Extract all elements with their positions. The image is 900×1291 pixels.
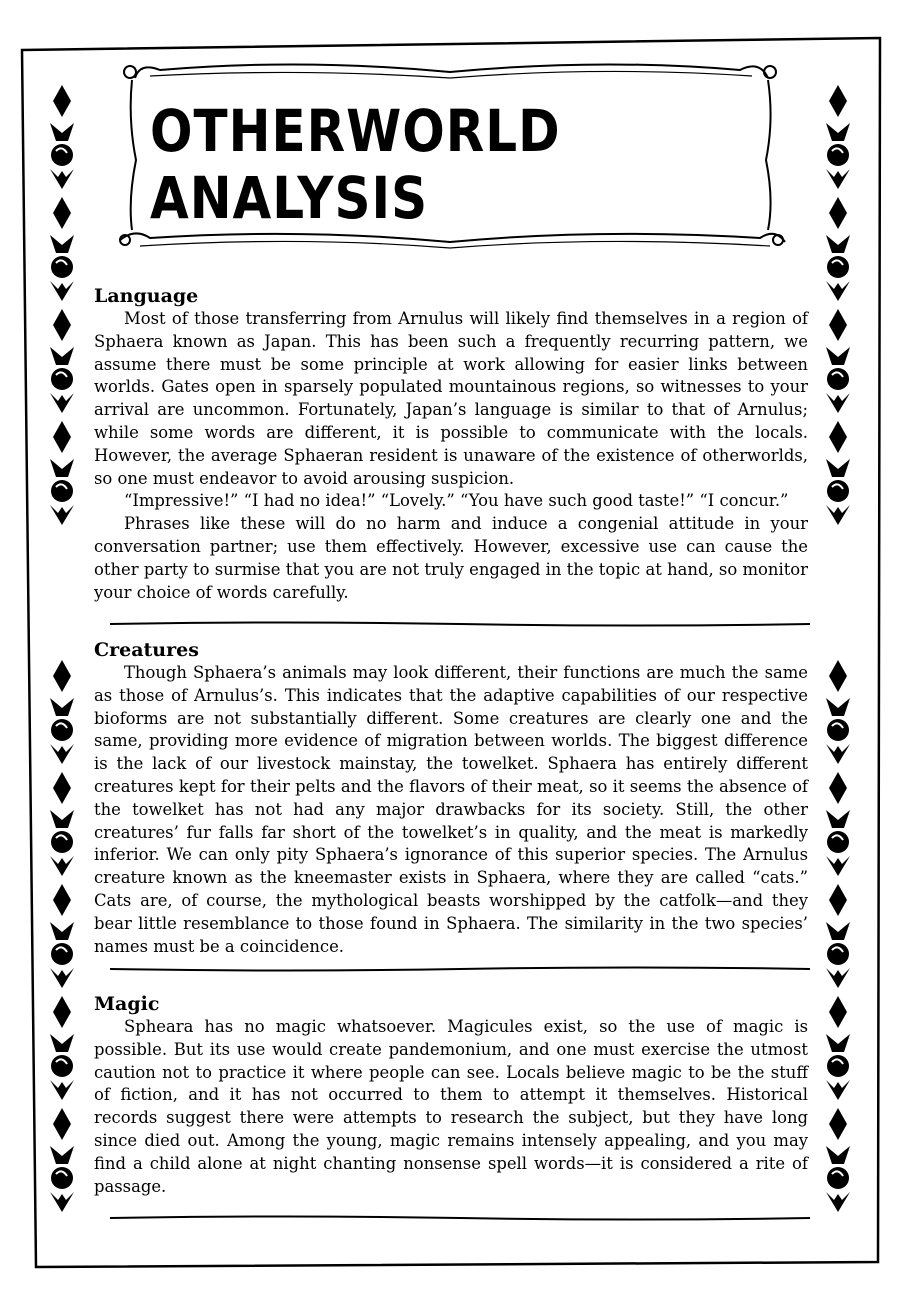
- ornament-motif: [827, 831, 849, 853]
- ornament-motif: [826, 235, 850, 253]
- ornament-motif: [826, 1146, 850, 1164]
- ornament-motif: [829, 309, 847, 341]
- page-title: OTHERWORLD ANALYSIS: [150, 98, 561, 232]
- ornament-motif: [53, 660, 71, 692]
- ornament-motif: [827, 256, 849, 278]
- ornament-motif: [829, 197, 847, 229]
- section-divider: [110, 620, 810, 628]
- section-divider: [110, 1214, 810, 1222]
- ornament-motif: [53, 421, 71, 453]
- ornament-motif: [51, 719, 73, 741]
- ornament-motif: [829, 85, 847, 117]
- section-creatures: [94, 638, 808, 958]
- ornament-motif: [829, 996, 847, 1028]
- ornament-motif: [50, 698, 74, 716]
- ornament-motif: [50, 459, 74, 477]
- ornament-motif: [53, 85, 71, 117]
- ornament-motif: [53, 884, 71, 916]
- ornament-motif: [50, 1034, 74, 1052]
- ornament-motif: [53, 197, 71, 229]
- ornament-motif: [826, 347, 850, 365]
- ornament-motif: [826, 744, 850, 764]
- ornament-motif: [829, 772, 847, 804]
- ornament-motif: [50, 810, 74, 828]
- paragraph: Most of those transferring from Arnulus will likely find themselves in a region of Sphaera known as Japan. This has been such a frequently recurring pattern, we assume there must be some principle at work allowing for easier links between worlds. Gates open in sparsely populated mountainous regions, so witnesses to your arrival are uncommon. Fortunately, Japan’s language is similar to that of Arnulus; while some words are different, it is possible to communicate with the locals. However, the average Sphaeran resident is unaware of the existence of otherworlds, so one must endeavor to avoid arousing suspicion.: [94, 309, 808, 488]
- ornament-motif: [826, 968, 850, 988]
- ornament-motif: [826, 1080, 850, 1100]
- ornament-motif: [50, 505, 74, 525]
- paragraph: Though Sphaera’s animals may look different, their functions are much the same as those of Arnulus’s. This indicates that the adaptive capabilities of our respective bioforms are not substantially different. Some creatures are clearly one and the same, providing more evidence of migration between worlds. The biggest difference is the lack of our livestock mainstay, the towelket. Sphaera has entirely different creatures kept for their pelts and the flavors of their meat, so it seems the absence of the towelket has not had any major drawbacks for its society. Still, the other creatures’ fur falls far short of the towelket’s in quality, and the meat is markedly inferior. We can only pity Sphaera’s ignorance of this superior species. The Arnulus creature known as the kneemaster exists in Sphaera, where they are called “cats.” Cats are, of course, the mythological beasts worshipped by the catfolk—and they bear little resemblance to those found in Sphaera. The similarity in the two species’ names must be a coincidence.: [94, 663, 808, 956]
- ornament-motif: [50, 235, 74, 253]
- ornament-motif: [826, 1192, 850, 1212]
- ornament-motif: [827, 1167, 849, 1189]
- paragraph: “Impressive!” “I had no idea!” “Lovely.” “You have such good taste!” “I concur.”: [124, 491, 789, 511]
- ornament-motif: [826, 505, 850, 525]
- ornament-motif: [50, 123, 74, 141]
- paragraph: Phrases like these will do no harm and induce a congenial attitude in your conversation partner; use them effectively. However, excessive use can cause the other party to surmise that you are not truly engaged in the topic at hand, so monitor your choice of words carefully.: [94, 514, 808, 602]
- ornament-motif: [53, 309, 71, 341]
- ornament-motif: [51, 368, 73, 390]
- ornament-motif: [827, 719, 849, 741]
- ornament-motif: [51, 480, 73, 502]
- ornament-motif: [829, 1108, 847, 1140]
- ornament-motif: [50, 856, 74, 876]
- ornament-motif: [826, 459, 850, 477]
- ornament-motif: [50, 347, 74, 365]
- ornament-motif: [827, 144, 849, 166]
- ornament-motif: [827, 368, 849, 390]
- ornament-motif: [829, 421, 847, 453]
- ornament-motif: [826, 123, 850, 141]
- ornament-motif: [829, 660, 847, 692]
- section-divider: [110, 965, 810, 973]
- ornament-motif: [50, 922, 74, 940]
- ornament-motif: [50, 1146, 74, 1164]
- ornament-motif: [51, 943, 73, 965]
- ornament-motif: [827, 943, 849, 965]
- ornament-motif: [826, 393, 850, 413]
- ornament-motif: [51, 256, 73, 278]
- paragraph: Spheara has no magic whatsoever. Magicules exist, so the use of magic is possible. But its use would create pandemonium, and one must exercise the utmost caution not to practice it where people can see. Locals believe magic to be the stuff of fiction, and it has not occurred to them to attempt it themselves. Historical records suggest there were attempts to research the subject, but they have long since died out. Among the young, magic remains intensely appealing, and you may find a child alone at night chanting nonsense spell words—it is considered a rite of passage.: [94, 1017, 808, 1196]
- ornament-motif: [53, 996, 71, 1028]
- ornament-motif: [829, 884, 847, 916]
- ornament-motif: [50, 968, 74, 988]
- ornament-motif: [53, 772, 71, 804]
- section-language: [94, 284, 808, 604]
- section-magic: [94, 992, 808, 1198]
- ornament-motif: [51, 1055, 73, 1077]
- ornament-motif: [51, 1167, 73, 1189]
- title-box: [150, 98, 750, 232]
- right-ornament-column: [826, 85, 850, 1212]
- ornament-motif: [826, 169, 850, 189]
- ornament-motif: [826, 281, 850, 301]
- ornament-motif: [51, 831, 73, 853]
- section-heading: Magic: [94, 993, 160, 1015]
- ornament-motif: [826, 856, 850, 876]
- ornament-motif: [53, 1108, 71, 1140]
- ornament-motif: [827, 480, 849, 502]
- ornament-motif: [50, 744, 74, 764]
- ornament-motif: [50, 281, 74, 301]
- section-heading: Language: [94, 285, 199, 307]
- ornament-motif: [827, 1055, 849, 1077]
- left-ornament-column: [50, 85, 74, 1212]
- ornament-motif: [826, 1034, 850, 1052]
- ornament-motif: [826, 810, 850, 828]
- ornament-motif: [826, 698, 850, 716]
- ornament-motif: [826, 922, 850, 940]
- section-heading: Creatures: [94, 639, 199, 661]
- ornament-motif: [50, 393, 74, 413]
- ornament-motif: [50, 1080, 74, 1100]
- ornament-motif: [50, 169, 74, 189]
- ornament-motif: [50, 1192, 74, 1212]
- ornament-motif: [51, 144, 73, 166]
